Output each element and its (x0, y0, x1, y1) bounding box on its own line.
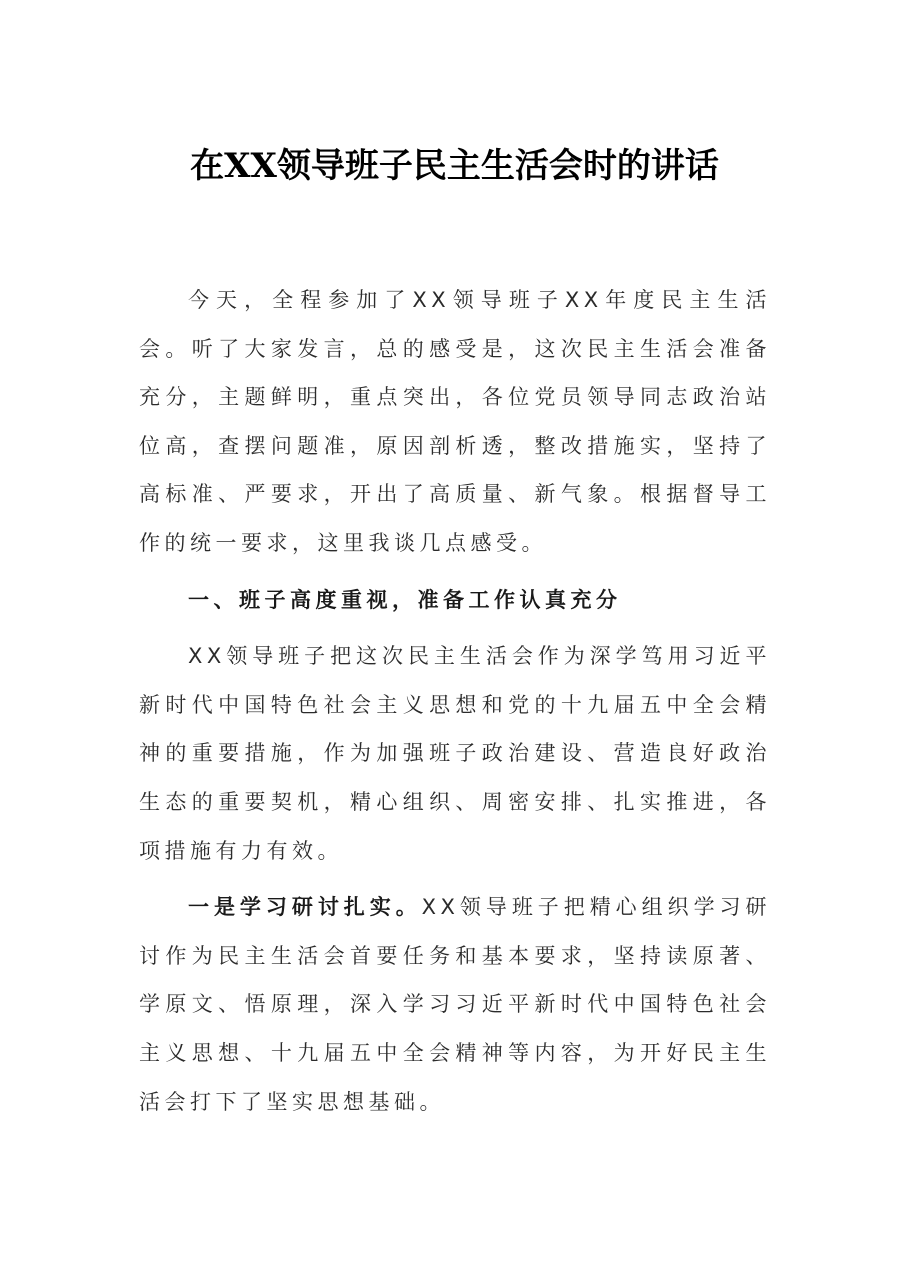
section-heading-1: 一、班子高度重视，准备工作认真充分 (188, 587, 622, 612)
paragraph-intro: 今天，全程参加了XX领导班子XX年度民主生活会。听了大家发言，总的感受是，这次民主生活会准备充分，主题鲜明，重点突出，各位党员领导同志政治站位高，查摆问题准，原因剖析透，整改措施实，坚持了高标准、严要求，开出了高质量、新气象。根据督导工作的统一要求，这里我谈几点感受。 (139, 288, 771, 555)
paragraph-section-1: XX领导班子把这次民主生活会作为深学笃用习近平新时代中国特色社会主义思想和党的十九届五中全会精神的重要措施，作为加强班子政治建设、营造良好政治生态的重要契机，精心组织、周密安排、扎实推进，各项措施有力有效。 (139, 644, 771, 863)
paragraph-study (139, 883, 771, 1126)
paragraph-study-text: XX领导班子把精心组织学习研讨作为民主生活会首要任务和基本要求，坚持读原著、学原文、悟原理，深入学习习近平新时代中国特色社会主义思想、十九届五中全会精神等内容，为开好民主生活会打下了坚实思想基础。 (139, 895, 771, 1114)
document-title: 在XX领导班子民主生活会时的讲话 (190, 146, 719, 186)
paragraph-lead: 一是学习研讨扎实。 (188, 895, 422, 920)
document-body (139, 276, 771, 1126)
